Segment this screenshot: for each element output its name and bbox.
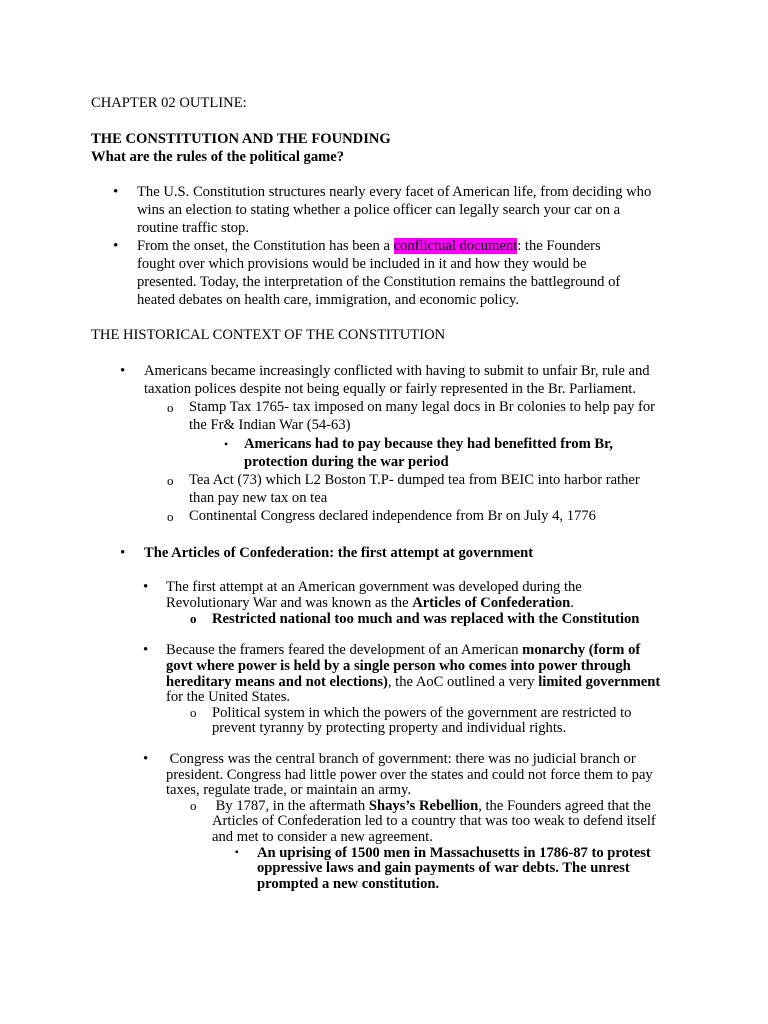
- chapter-label: CHAPTER 02 OUTLINE:: [91, 95, 247, 111]
- shays-sub-line-3: prompted a new constitution.: [257, 876, 440, 892]
- articles-p3-line-1: Congress was the central branch of government: there was no judicial branch or: [166, 751, 636, 767]
- bullet-icon: •: [120, 363, 126, 379]
- intro-bullet-2-line-2: fought over which provisions would be included in it and how they would be: [137, 256, 587, 272]
- articles-p1-line-1: The first attempt at an American government was developed during the: [166, 579, 582, 595]
- page-subtitle: What are the rules of the political game?: [91, 149, 345, 165]
- shays-sub-line-1: An uprising of 1500 men in Massachusetts in 1786-87 to protest: [257, 845, 651, 861]
- articles-p3-sub-line-3: and met to consider a new agreement.: [212, 829, 433, 845]
- articles-text: By 1787, in the aftermath: [212, 798, 369, 814]
- continental-congress-line: Continental Congress declared independence from Br on July 4, 1776: [189, 508, 596, 524]
- circle-bullet-icon: o: [190, 705, 197, 720]
- bullet-icon: •: [143, 579, 149, 595]
- articles-p2-line-1: [166, 642, 640, 658]
- intro-text: From the onset, the Constitution has been a: [137, 238, 394, 254]
- bullet-icon: •: [143, 642, 149, 658]
- circle-bullet-icon: o: [167, 400, 174, 415]
- articles-term: limited government: [538, 674, 661, 690]
- articles-text: , the AoC outlined a very: [387, 674, 539, 690]
- stamp-tax-line-2: the Fr& Indian War (54-63): [189, 417, 351, 433]
- tea-act-line-2: than pay new tax on tea: [189, 490, 328, 506]
- articles-text: , the Founders agreed that the: [478, 798, 651, 814]
- articles-p2-sub-line-2: prevent tyranny by protecting property and individual rights.: [212, 720, 567, 736]
- bullet-icon: •: [143, 751, 149, 767]
- historical-main-line-1: Americans became increasingly conflicted with having to submit to unfair Br, rule and: [144, 363, 650, 379]
- section-heading-historical: THE HISTORICAL CONTEXT OF THE CONSTITUTION: [91, 327, 446, 343]
- bullet-icon: •: [120, 545, 126, 561]
- bullet-icon: •: [113, 238, 119, 254]
- intro-bullet-1-line-1: The U.S. Constitution structures nearly every facet of American life, from deciding who: [137, 184, 652, 200]
- articles-p1-line-2: [166, 595, 574, 611]
- square-bullet-icon: ▪: [235, 847, 239, 858]
- intro-bullet-2-line-4: heated debates on health care, immigration, and economic policy.: [137, 292, 519, 308]
- stamp-tax-sub-line-2: protection during the war period: [244, 454, 449, 470]
- articles-p2-line-3: [166, 674, 660, 690]
- intro-bullet-1-line-2: wins an election to stating whether a police officer can legally search your car on a: [137, 202, 621, 218]
- articles-p3-line-2: president. Congress had little power over the states and could not force them to pay: [166, 767, 653, 783]
- circle-bullet-icon: o: [167, 473, 174, 488]
- intro-bullet-2-line-1: [137, 238, 601, 255]
- circle-bullet-icon: o: [190, 611, 197, 626]
- stamp-tax-line-1: Stamp Tax 1765- tax imposed on many legal docs in Br colonies to help pay for: [189, 399, 656, 415]
- articles-p2-line-4: for the United States.: [166, 689, 291, 705]
- stamp-tax-sub-line-1: Americans had to pay because they had benefitted from Br,: [244, 436, 613, 452]
- circle-bullet-icon: o: [167, 509, 174, 524]
- bullet-icon: •: [113, 184, 119, 200]
- articles-term: Shays’s Rebellion: [368, 798, 479, 814]
- articles-term: monarchy (form of: [522, 642, 641, 658]
- articles-text: .: [570, 595, 574, 611]
- articles-p2-line-2: govt where power is held by a single person who comes into power through: [166, 658, 631, 674]
- articles-p3-sub-line-2: Articles of Confederation led to a country that was too weak to defend itself: [212, 813, 656, 829]
- historical-main-line-2: taxation polices despite not being equally or fairly represented in the Br. Parliament.: [144, 381, 636, 397]
- articles-p3-sub-line-1: [212, 798, 651, 814]
- articles-term: hereditary means and not elections): [166, 674, 388, 690]
- small-bullet-icon: •: [224, 437, 229, 451]
- highlighted-phrase: conflictual document: [393, 238, 518, 254]
- articles-text: Revolutionary War and was known as the: [166, 595, 413, 611]
- articles-p2-sub-line-1: Political system in which the powers of the government are restricted to: [212, 705, 632, 721]
- articles-heading: The Articles of Confederation: the first attempt at government: [144, 545, 534, 561]
- intro-bullet-2-line-3: presented. Today, the interpretation of the Constitution remains the battleground of: [137, 274, 621, 290]
- intro-bullet-1-line-3: routine traffic stop.: [137, 220, 249, 236]
- articles-term: Articles of Confederation: [412, 595, 571, 611]
- circle-bullet-icon: o: [190, 798, 197, 813]
- page-title: THE CONSTITUTION AND THE FOUNDING: [91, 131, 391, 147]
- articles-text: Because the framers feared the development of an American: [166, 642, 523, 658]
- intro-text: : the Founders: [517, 238, 601, 254]
- tea-act-line-1: Tea Act (73) which L2 Boston T.P- dumped tea from BEIC into harbor rather: [189, 472, 640, 488]
- articles-p3-line-3: taxes, regulate trade, or maintain an army.: [166, 782, 412, 798]
- articles-p1-sub: Restricted national too much and was replaced with the Constitution: [212, 611, 640, 627]
- shays-sub-line-2: oppressive laws and gain payments of war debts. The unrest: [257, 860, 630, 876]
